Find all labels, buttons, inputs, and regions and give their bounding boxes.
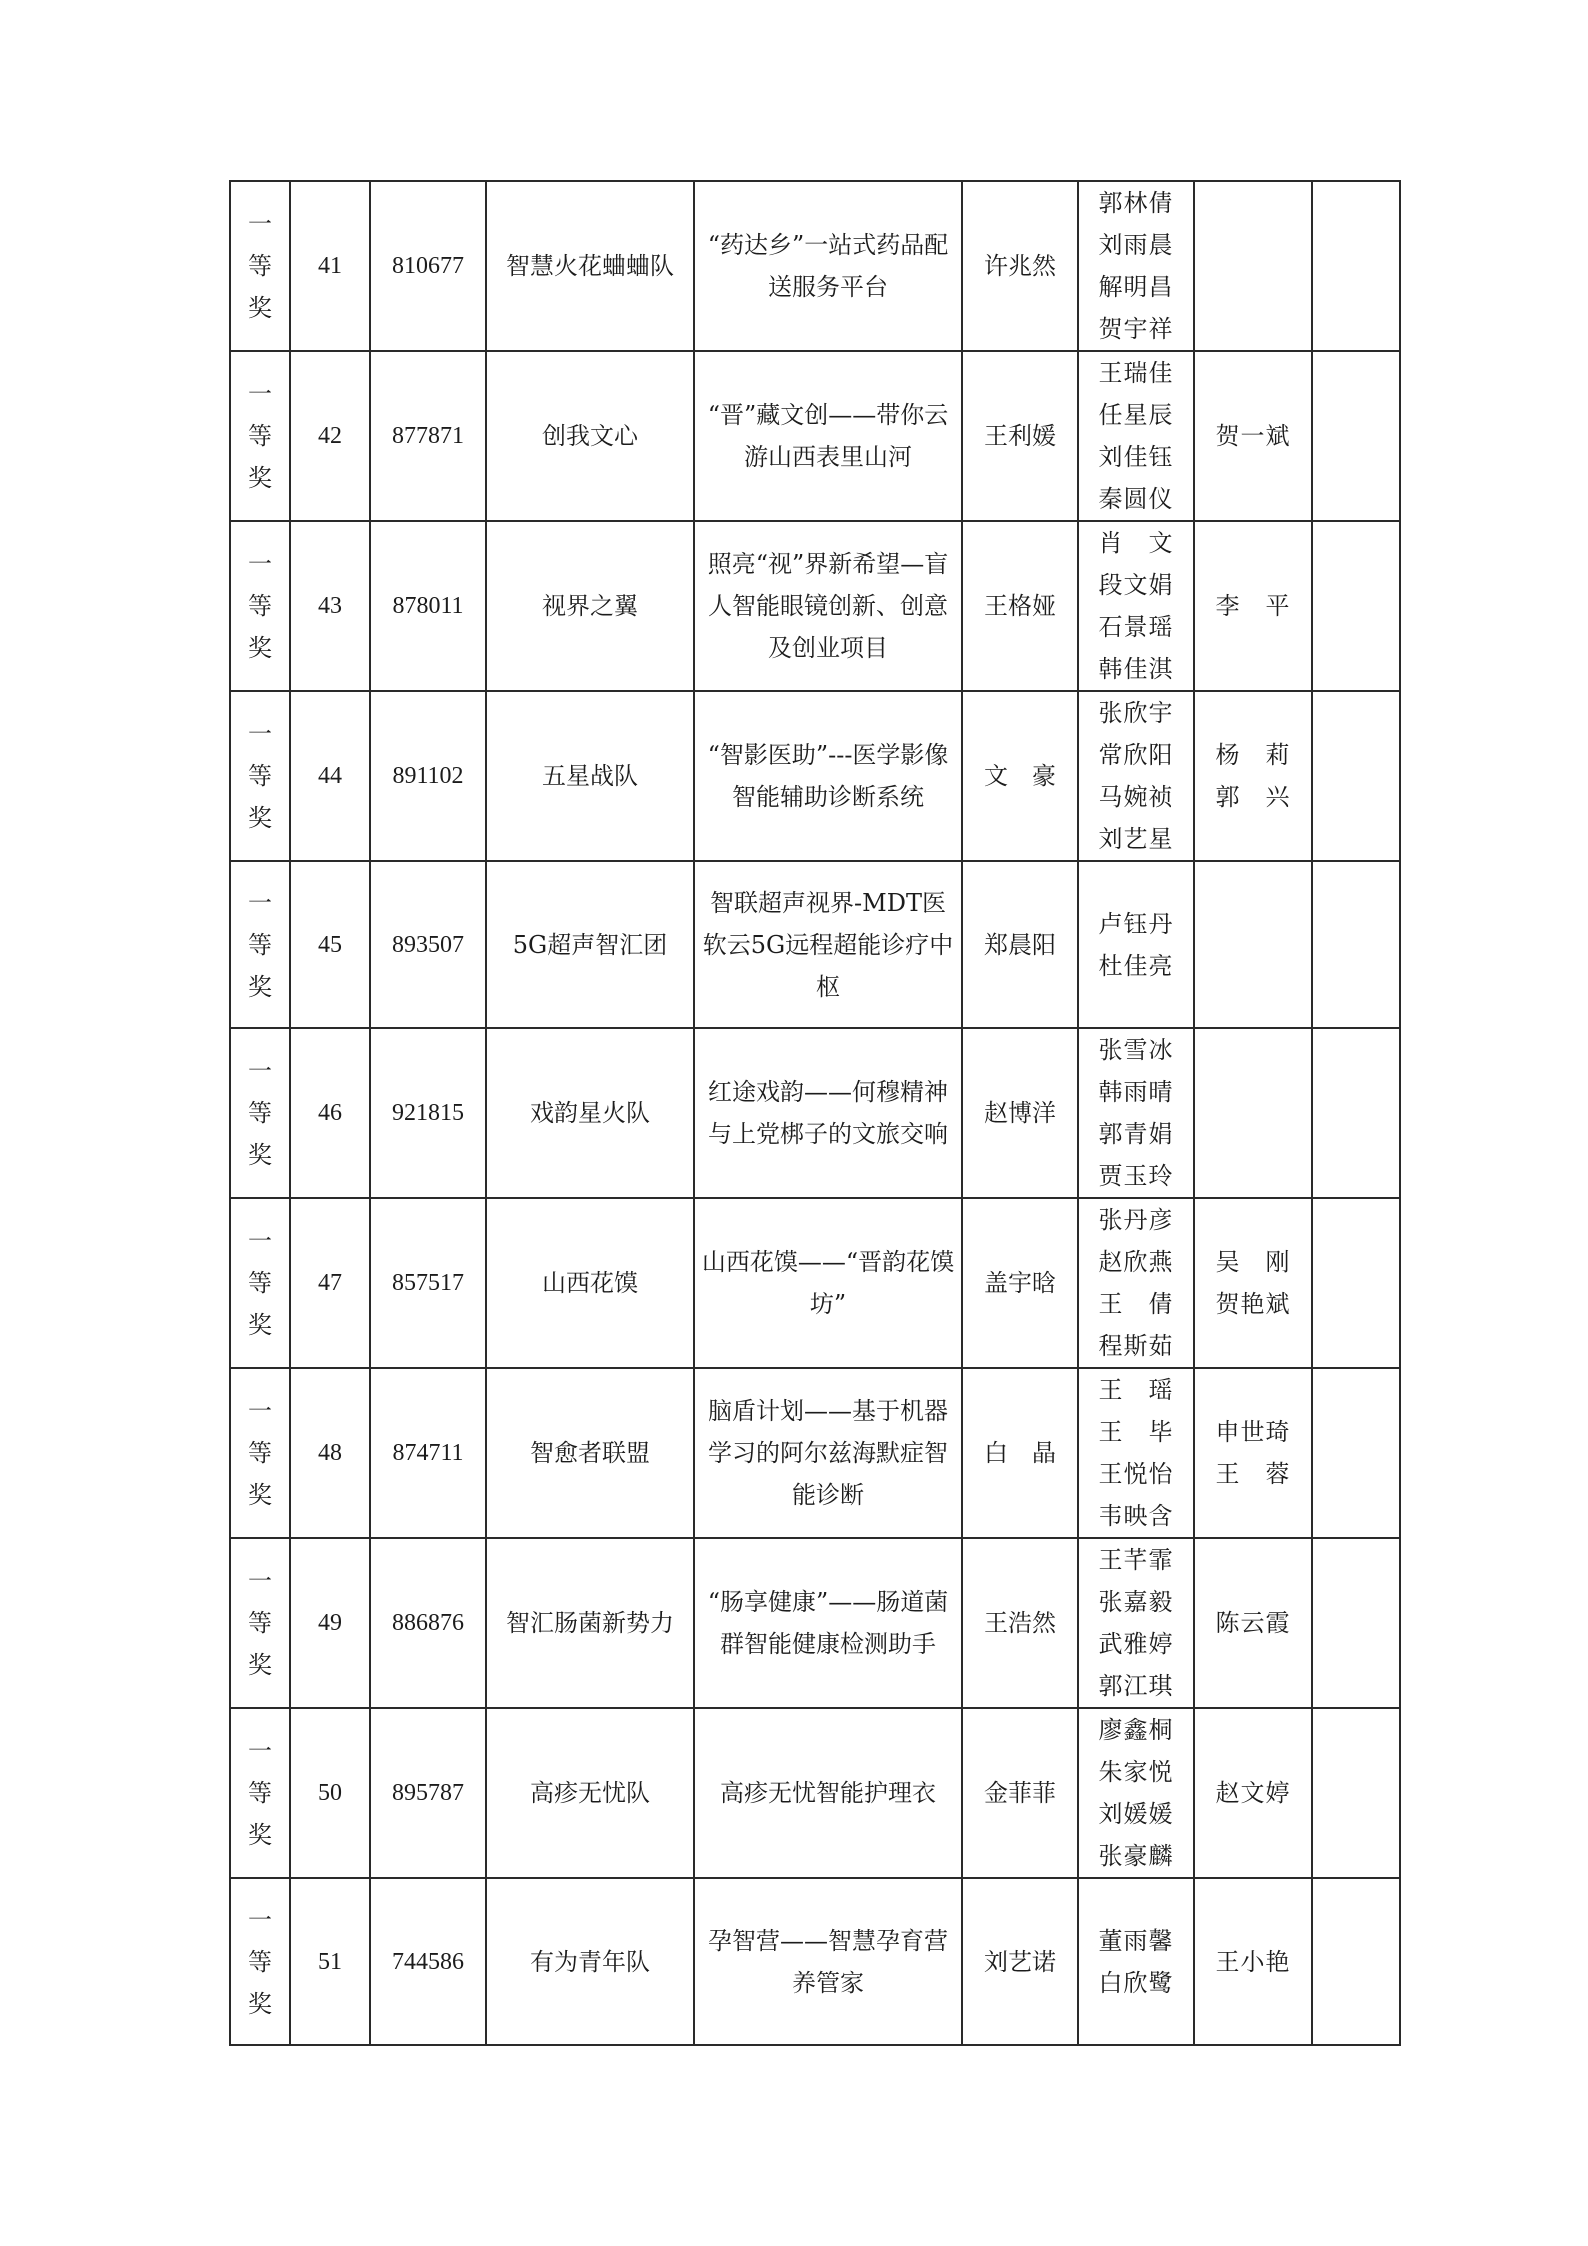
prize-char: 奖 <box>248 1989 272 2018</box>
advisors <box>1194 521 1312 691</box>
project-name: “晋”藏文创——带你云游山西表里山河 <box>694 351 962 521</box>
advisors <box>1194 1538 1312 1708</box>
project-name: 红途戏韵——何穆精神与上党梆子的文旅交响 <box>694 1028 962 1198</box>
advisor-name: 贺一斌 <box>1215 422 1291 450</box>
team-name: 智汇肠菌新势力 <box>486 1538 694 1708</box>
prize-char: 奖 <box>248 464 272 492</box>
prize-char: 等 <box>248 1099 272 1127</box>
prize-char: 等 <box>248 1779 272 1807</box>
member-name: 卢钰丹 <box>1098 909 1174 938</box>
member-name: 赵欣燕 <box>1098 1248 1174 1276</box>
team-name: 有为青年队 <box>486 1878 694 2045</box>
prize-char: 等 <box>248 1609 272 1637</box>
team-leader: 王浩然 <box>962 1538 1078 1708</box>
entry-code: 893507 <box>370 861 486 1028</box>
team-leader: 王格娅 <box>962 521 1078 691</box>
member-name: 贾玉玲 <box>1098 1162 1174 1190</box>
prize-char: 一 <box>248 1227 272 1255</box>
entry-code: 877871 <box>370 351 486 521</box>
member-name: 韩佳淇 <box>1098 655 1174 683</box>
serial-number: 45 <box>290 861 370 1028</box>
table-row <box>230 1368 1400 1538</box>
advisors <box>1194 181 1312 351</box>
prize-cell <box>230 181 290 351</box>
prize-cell <box>230 1708 290 1878</box>
prize-char: 等 <box>248 1947 272 1976</box>
member-name: 白欣鹭 <box>1098 1968 1174 1997</box>
prize-char: 等 <box>248 930 272 959</box>
remark-cell <box>1312 351 1400 521</box>
project-name: “智影医助”---医学影像智能辅助诊断系统 <box>694 691 962 861</box>
member-name: 杜佳亮 <box>1098 951 1174 980</box>
prize-char: 一 <box>248 1905 272 1934</box>
team-members <box>1078 1198 1194 1368</box>
member-name: 张嘉毅 <box>1098 1588 1174 1616</box>
prize-cell <box>230 1198 290 1368</box>
prize-char: 奖 <box>248 294 272 322</box>
prize-char: 一 <box>248 550 272 578</box>
team-leader: 文 豪 <box>962 691 1078 861</box>
remark-cell <box>1312 691 1400 861</box>
table-row <box>230 521 1400 691</box>
member-name: 刘媛媛 <box>1098 1800 1174 1828</box>
team-members <box>1078 1708 1194 1878</box>
member-name: 刘雨晨 <box>1098 231 1174 259</box>
team-members <box>1078 521 1194 691</box>
advisors <box>1194 691 1312 861</box>
prize-char: 奖 <box>248 1141 272 1169</box>
member-name: 秦圆仪 <box>1098 485 1174 513</box>
prize-char: 一 <box>248 380 272 408</box>
prize-char: 奖 <box>248 1311 272 1339</box>
prize-cell <box>230 1538 290 1708</box>
member-name: 朱家悦 <box>1098 1758 1174 1786</box>
project-name: 照亮“视”界新希望—盲人智能眼镜创新、创意及创业项目 <box>694 521 962 691</box>
advisor-name: 吴 刚 <box>1215 1248 1291 1276</box>
prize-char: 等 <box>248 252 272 280</box>
serial-number: 50 <box>290 1708 370 1878</box>
member-name: 王芊霏 <box>1098 1546 1174 1574</box>
member-name: 石景瑶 <box>1098 613 1174 641</box>
member-name: 王瑞佳 <box>1098 359 1174 387</box>
team-name: 视界之翼 <box>486 521 694 691</box>
serial-number: 51 <box>290 1878 370 2045</box>
team-members <box>1078 1878 1194 2045</box>
advisors <box>1194 1028 1312 1198</box>
member-name: 段文娟 <box>1098 571 1174 599</box>
serial-number: 49 <box>290 1538 370 1708</box>
member-name: 董雨馨 <box>1098 1926 1174 1955</box>
prize-cell <box>230 1878 290 2045</box>
remark-cell <box>1312 1878 1400 2045</box>
team-members <box>1078 351 1194 521</box>
table-row <box>230 1708 1400 1878</box>
table-row <box>230 1198 1400 1368</box>
team-members <box>1078 1538 1194 1708</box>
member-name: 刘艺星 <box>1098 825 1174 853</box>
award-table-body <box>230 181 1400 2045</box>
table-row <box>230 1028 1400 1198</box>
advisor-name: 贺艳斌 <box>1215 1290 1291 1318</box>
prize-char: 一 <box>248 1057 272 1085</box>
prize-char: 奖 <box>248 972 272 1001</box>
prize-char: 等 <box>248 762 272 790</box>
team-members <box>1078 691 1194 861</box>
member-name: 郭林倩 <box>1098 189 1174 217</box>
team-leader: 刘艺诺 <box>962 1878 1078 2045</box>
member-name: 韦映含 <box>1098 1502 1174 1530</box>
prize-cell <box>230 691 290 861</box>
table-row <box>230 1538 1400 1708</box>
advisors <box>1194 351 1312 521</box>
advisor-name: 郭 兴 <box>1215 783 1291 811</box>
remark-cell <box>1312 1028 1400 1198</box>
prize-char: 一 <box>248 210 272 238</box>
team-name: 山西花馍 <box>486 1198 694 1368</box>
team-name: 智慧火花蛐蛐队 <box>486 181 694 351</box>
advisor-name: 申世琦 <box>1215 1418 1291 1446</box>
entry-code: 891102 <box>370 691 486 861</box>
advisors <box>1194 1708 1312 1878</box>
advisors <box>1194 1878 1312 2045</box>
entry-code: 810677 <box>370 181 486 351</box>
prize-char: 等 <box>248 1439 272 1467</box>
advisors <box>1194 861 1312 1028</box>
member-name: 廖鑫桐 <box>1098 1716 1174 1744</box>
serial-number: 48 <box>290 1368 370 1538</box>
advisor-name: 杨 莉 <box>1215 741 1291 769</box>
member-name: 武雅婷 <box>1098 1630 1174 1658</box>
project-name: 山西花馍——“晋韵花馍坊” <box>694 1198 962 1368</box>
team-name: 5G超声智汇团 <box>486 861 694 1028</box>
prize-char: 奖 <box>248 804 272 832</box>
prize-cell <box>230 1368 290 1538</box>
entry-code: 878011 <box>370 521 486 691</box>
team-leader: 白 晶 <box>962 1368 1078 1538</box>
member-name: 张丹彦 <box>1098 1206 1174 1234</box>
table-row <box>230 351 1400 521</box>
member-name: 刘佳钰 <box>1098 443 1174 471</box>
member-name: 肖 文 <box>1098 529 1174 557</box>
member-name: 任星辰 <box>1098 401 1174 429</box>
remark-cell <box>1312 181 1400 351</box>
prize-char: 一 <box>248 1737 272 1765</box>
serial-number: 42 <box>290 351 370 521</box>
team-name: 创我文心 <box>486 351 694 521</box>
team-members <box>1078 1028 1194 1198</box>
table-row <box>230 691 1400 861</box>
team-leader: 许兆然 <box>962 181 1078 351</box>
project-name: “肠享健康”——肠道菌群智能健康检测助手 <box>694 1538 962 1708</box>
table-row <box>230 861 1400 1028</box>
remark-cell <box>1312 861 1400 1028</box>
project-name: “药达乡”一站式药品配送服务平台 <box>694 181 962 351</box>
team-name: 五星战队 <box>486 691 694 861</box>
prize-char: 等 <box>248 1269 272 1297</box>
table-row <box>230 181 1400 351</box>
serial-number: 43 <box>290 521 370 691</box>
project-name: 高疹无忧智能护理衣 <box>694 1708 962 1878</box>
advisor-name: 王小艳 <box>1215 1947 1291 1976</box>
prize-char: 等 <box>248 592 272 620</box>
team-name: 戏韵星火队 <box>486 1028 694 1198</box>
prize-char: 奖 <box>248 1651 272 1679</box>
remark-cell <box>1312 1538 1400 1708</box>
member-name: 郭江琪 <box>1098 1672 1174 1700</box>
entry-code: 895787 <box>370 1708 486 1878</box>
remark-cell <box>1312 521 1400 691</box>
entry-code: 874711 <box>370 1368 486 1538</box>
prize-char: 等 <box>248 422 272 450</box>
prize-char: 一 <box>248 1567 272 1595</box>
prize-char: 一 <box>248 1397 272 1425</box>
advisors <box>1194 1198 1312 1368</box>
project-name: 智联超声视界-MDT医软云5G远程超能诊疗中枢 <box>694 861 962 1028</box>
prize-cell <box>230 351 290 521</box>
member-name: 王 瑶 <box>1098 1376 1174 1404</box>
serial-number: 41 <box>290 181 370 351</box>
table-row <box>230 1878 1400 2045</box>
prize-char: 奖 <box>248 1821 272 1849</box>
project-name: 脑盾计划——基于机器学习的阿尔兹海默症智能诊断 <box>694 1368 962 1538</box>
team-leader: 赵博洋 <box>962 1028 1078 1198</box>
prize-cell <box>230 1028 290 1198</box>
prize-cell <box>230 521 290 691</box>
member-name: 王 倩 <box>1098 1290 1174 1318</box>
entry-code: 857517 <box>370 1198 486 1368</box>
team-name: 智愈者联盟 <box>486 1368 694 1538</box>
prize-char: 奖 <box>248 634 272 662</box>
prize-char: 一 <box>248 720 272 748</box>
advisors <box>1194 1368 1312 1538</box>
member-name: 韩雨晴 <box>1098 1078 1174 1106</box>
entry-code: 744586 <box>370 1878 486 2045</box>
member-name: 王 毕 <box>1098 1418 1174 1446</box>
remark-cell <box>1312 1708 1400 1878</box>
member-name: 张雪冰 <box>1098 1036 1174 1064</box>
team-leader: 盖宇晗 <box>962 1198 1078 1368</box>
team-members <box>1078 861 1194 1028</box>
team-members <box>1078 181 1194 351</box>
team-leader: 金菲菲 <box>962 1708 1078 1878</box>
team-leader: 郑晨阳 <box>962 861 1078 1028</box>
team-leader: 王利媛 <box>962 351 1078 521</box>
award-table <box>229 180 1401 2046</box>
serial-number: 46 <box>290 1028 370 1198</box>
advisor-name: 李 平 <box>1215 592 1291 620</box>
prize-char: 奖 <box>248 1481 272 1509</box>
entry-code: 921815 <box>370 1028 486 1198</box>
team-members <box>1078 1368 1194 1538</box>
advisor-name: 王 蓉 <box>1215 1460 1291 1488</box>
serial-number: 44 <box>290 691 370 861</box>
member-name: 贺宇祥 <box>1098 315 1174 343</box>
member-name: 马婉祯 <box>1098 783 1174 811</box>
member-name: 解明昌 <box>1098 273 1174 301</box>
remark-cell <box>1312 1198 1400 1368</box>
entry-code: 886876 <box>370 1538 486 1708</box>
member-name: 张欣宇 <box>1098 699 1174 727</box>
member-name: 王悦怡 <box>1098 1460 1174 1488</box>
member-name: 郭青娟 <box>1098 1120 1174 1148</box>
prize-char: 一 <box>248 888 272 917</box>
serial-number: 47 <box>290 1198 370 1368</box>
member-name: 程斯茹 <box>1098 1332 1174 1360</box>
remark-cell <box>1312 1368 1400 1538</box>
prize-cell <box>230 861 290 1028</box>
advisor-name: 赵文婷 <box>1215 1779 1291 1807</box>
advisor-name: 陈云霞 <box>1215 1609 1291 1637</box>
team-name: 高疹无忧队 <box>486 1708 694 1878</box>
member-name: 张豪麟 <box>1098 1842 1174 1870</box>
member-name: 常欣阳 <box>1098 741 1174 769</box>
project-name: 孕智营——智慧孕育营养管家 <box>694 1878 962 2045</box>
